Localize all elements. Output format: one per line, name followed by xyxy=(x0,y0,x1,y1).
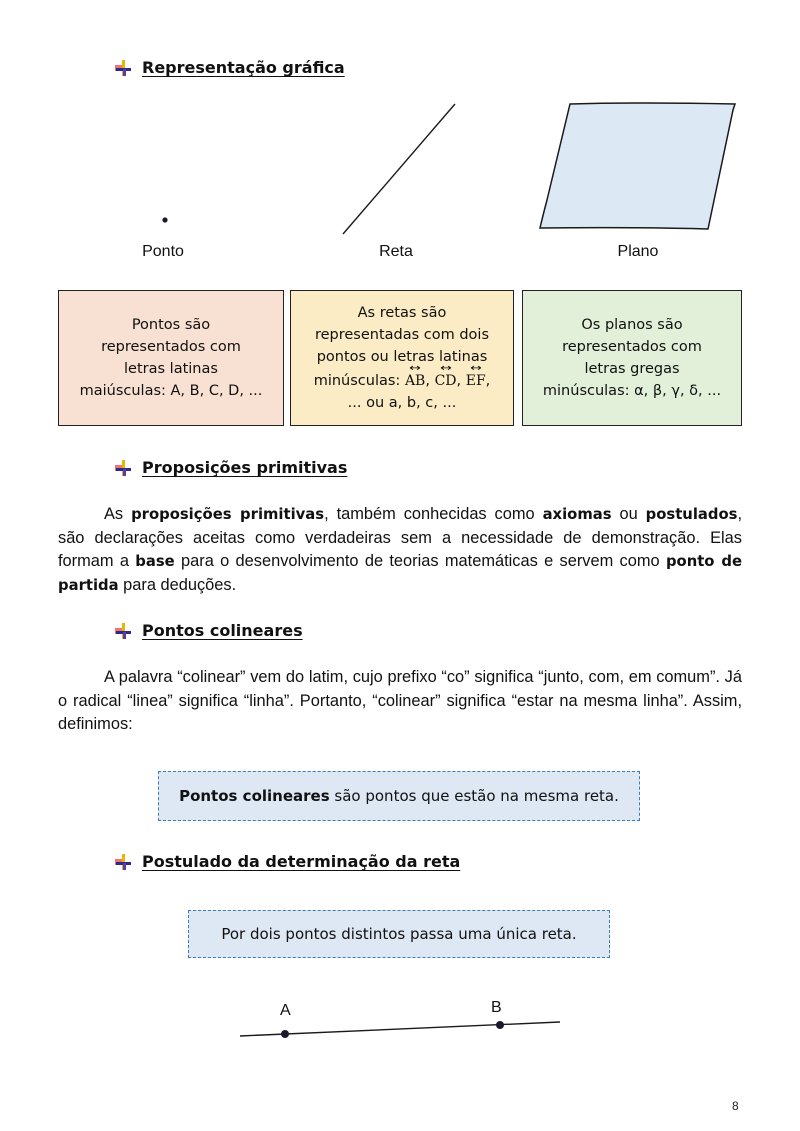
text: , são declarações aceitas como verdadeiras sem a necessidade de demonstração. Elas formam a xyxy=(58,505,742,570)
line-notation-ab: ↔ AB xyxy=(405,370,425,392)
paragraph-colineares xyxy=(58,666,742,737)
pin-bullet-icon xyxy=(114,460,132,476)
label-ponto: Ponto xyxy=(142,243,184,260)
geometry-figures xyxy=(0,90,800,250)
separator: , xyxy=(425,373,435,389)
text: , também conhecidas como xyxy=(324,505,543,523)
section-title: Representação gráfica xyxy=(142,58,345,77)
separator: , xyxy=(485,373,491,389)
definition-box-postulado xyxy=(188,910,610,958)
paragraph-text: A palavra “colinear” vem do latim, cujo prefixo “co” significa “junto, com, em comum”. Já o radical “linea” significa “linha”. Portanto, “colinear” significa “estar na mesma linha”. Assim, definimos: xyxy=(58,668,742,733)
card-line: Pontos são xyxy=(131,317,211,333)
card-line: Os planos são xyxy=(581,317,683,333)
card-text: minúsculas: xyxy=(313,373,405,389)
separator: , xyxy=(456,373,466,389)
text: para deduções. xyxy=(118,575,237,594)
card-line: letras latinas xyxy=(124,361,218,377)
bold-term: ponto de partida xyxy=(58,553,742,594)
card-plano xyxy=(522,290,742,426)
bold-term: Pontos colineares xyxy=(179,787,330,805)
bold-term: base xyxy=(135,553,175,570)
card-line: representados com xyxy=(562,339,702,355)
card-ponto xyxy=(58,290,284,426)
card-line: pontos ou letras latinas xyxy=(316,349,488,365)
section-title: Postulado da determinação da reta xyxy=(142,852,461,871)
card-line: minúsculas: α, β, γ, δ, ... xyxy=(542,383,722,399)
paragraph-proposicoes xyxy=(58,503,742,597)
bold-term: proposições primitivas xyxy=(131,506,325,523)
bold-term: postulados xyxy=(645,506,738,523)
text: para o desenvolvimento de teorias matemáticas e servem como xyxy=(174,552,666,570)
line-ab-figure xyxy=(230,990,570,1050)
page-number: 8 xyxy=(732,1099,739,1113)
plane-figure xyxy=(540,103,735,229)
card-line: representados com xyxy=(101,339,241,355)
line-notation-cd: ↔ CD xyxy=(435,370,457,392)
card-line: representadas com dois xyxy=(314,327,490,343)
point-figure xyxy=(162,217,167,222)
card-line: letras gregas xyxy=(584,361,680,377)
section-title: Pontos colineares xyxy=(142,621,303,640)
definition-text: Por dois pontos distintos passa uma única reta. xyxy=(221,925,577,943)
point-b xyxy=(496,1021,504,1029)
label-reta: Reta xyxy=(379,243,413,260)
section-heading-representacao xyxy=(114,58,345,77)
line-figure xyxy=(343,104,455,234)
definition-text: são pontos que estão na mesma reta. xyxy=(329,787,619,805)
section-heading-colineares xyxy=(114,621,303,640)
section-heading-proposicoes xyxy=(114,458,347,477)
card-line: ... ou a, b, c, ... xyxy=(347,395,457,411)
definition-box-colineares xyxy=(158,771,640,821)
text: As xyxy=(104,505,132,523)
label-plano: Plano xyxy=(617,243,659,260)
card-line: maiúsculas: A, B, C, D, ... xyxy=(79,383,263,399)
point-a-label: A xyxy=(280,1002,291,1019)
card-line xyxy=(314,370,491,392)
card-line: As retas são xyxy=(357,305,447,321)
card-reta xyxy=(290,290,514,426)
text: ou xyxy=(611,505,646,523)
section-title: Proposições primitivas xyxy=(142,458,348,477)
point-a xyxy=(281,1030,289,1038)
bold-term: axiomas xyxy=(542,506,612,523)
section-heading-postulado xyxy=(114,852,460,871)
pin-bullet-icon xyxy=(114,60,132,76)
pin-bullet-icon xyxy=(114,854,132,870)
point-b-label: B xyxy=(491,999,502,1016)
pin-bullet-icon xyxy=(114,623,132,639)
line-notation-ef: ↔ EF xyxy=(466,370,486,392)
